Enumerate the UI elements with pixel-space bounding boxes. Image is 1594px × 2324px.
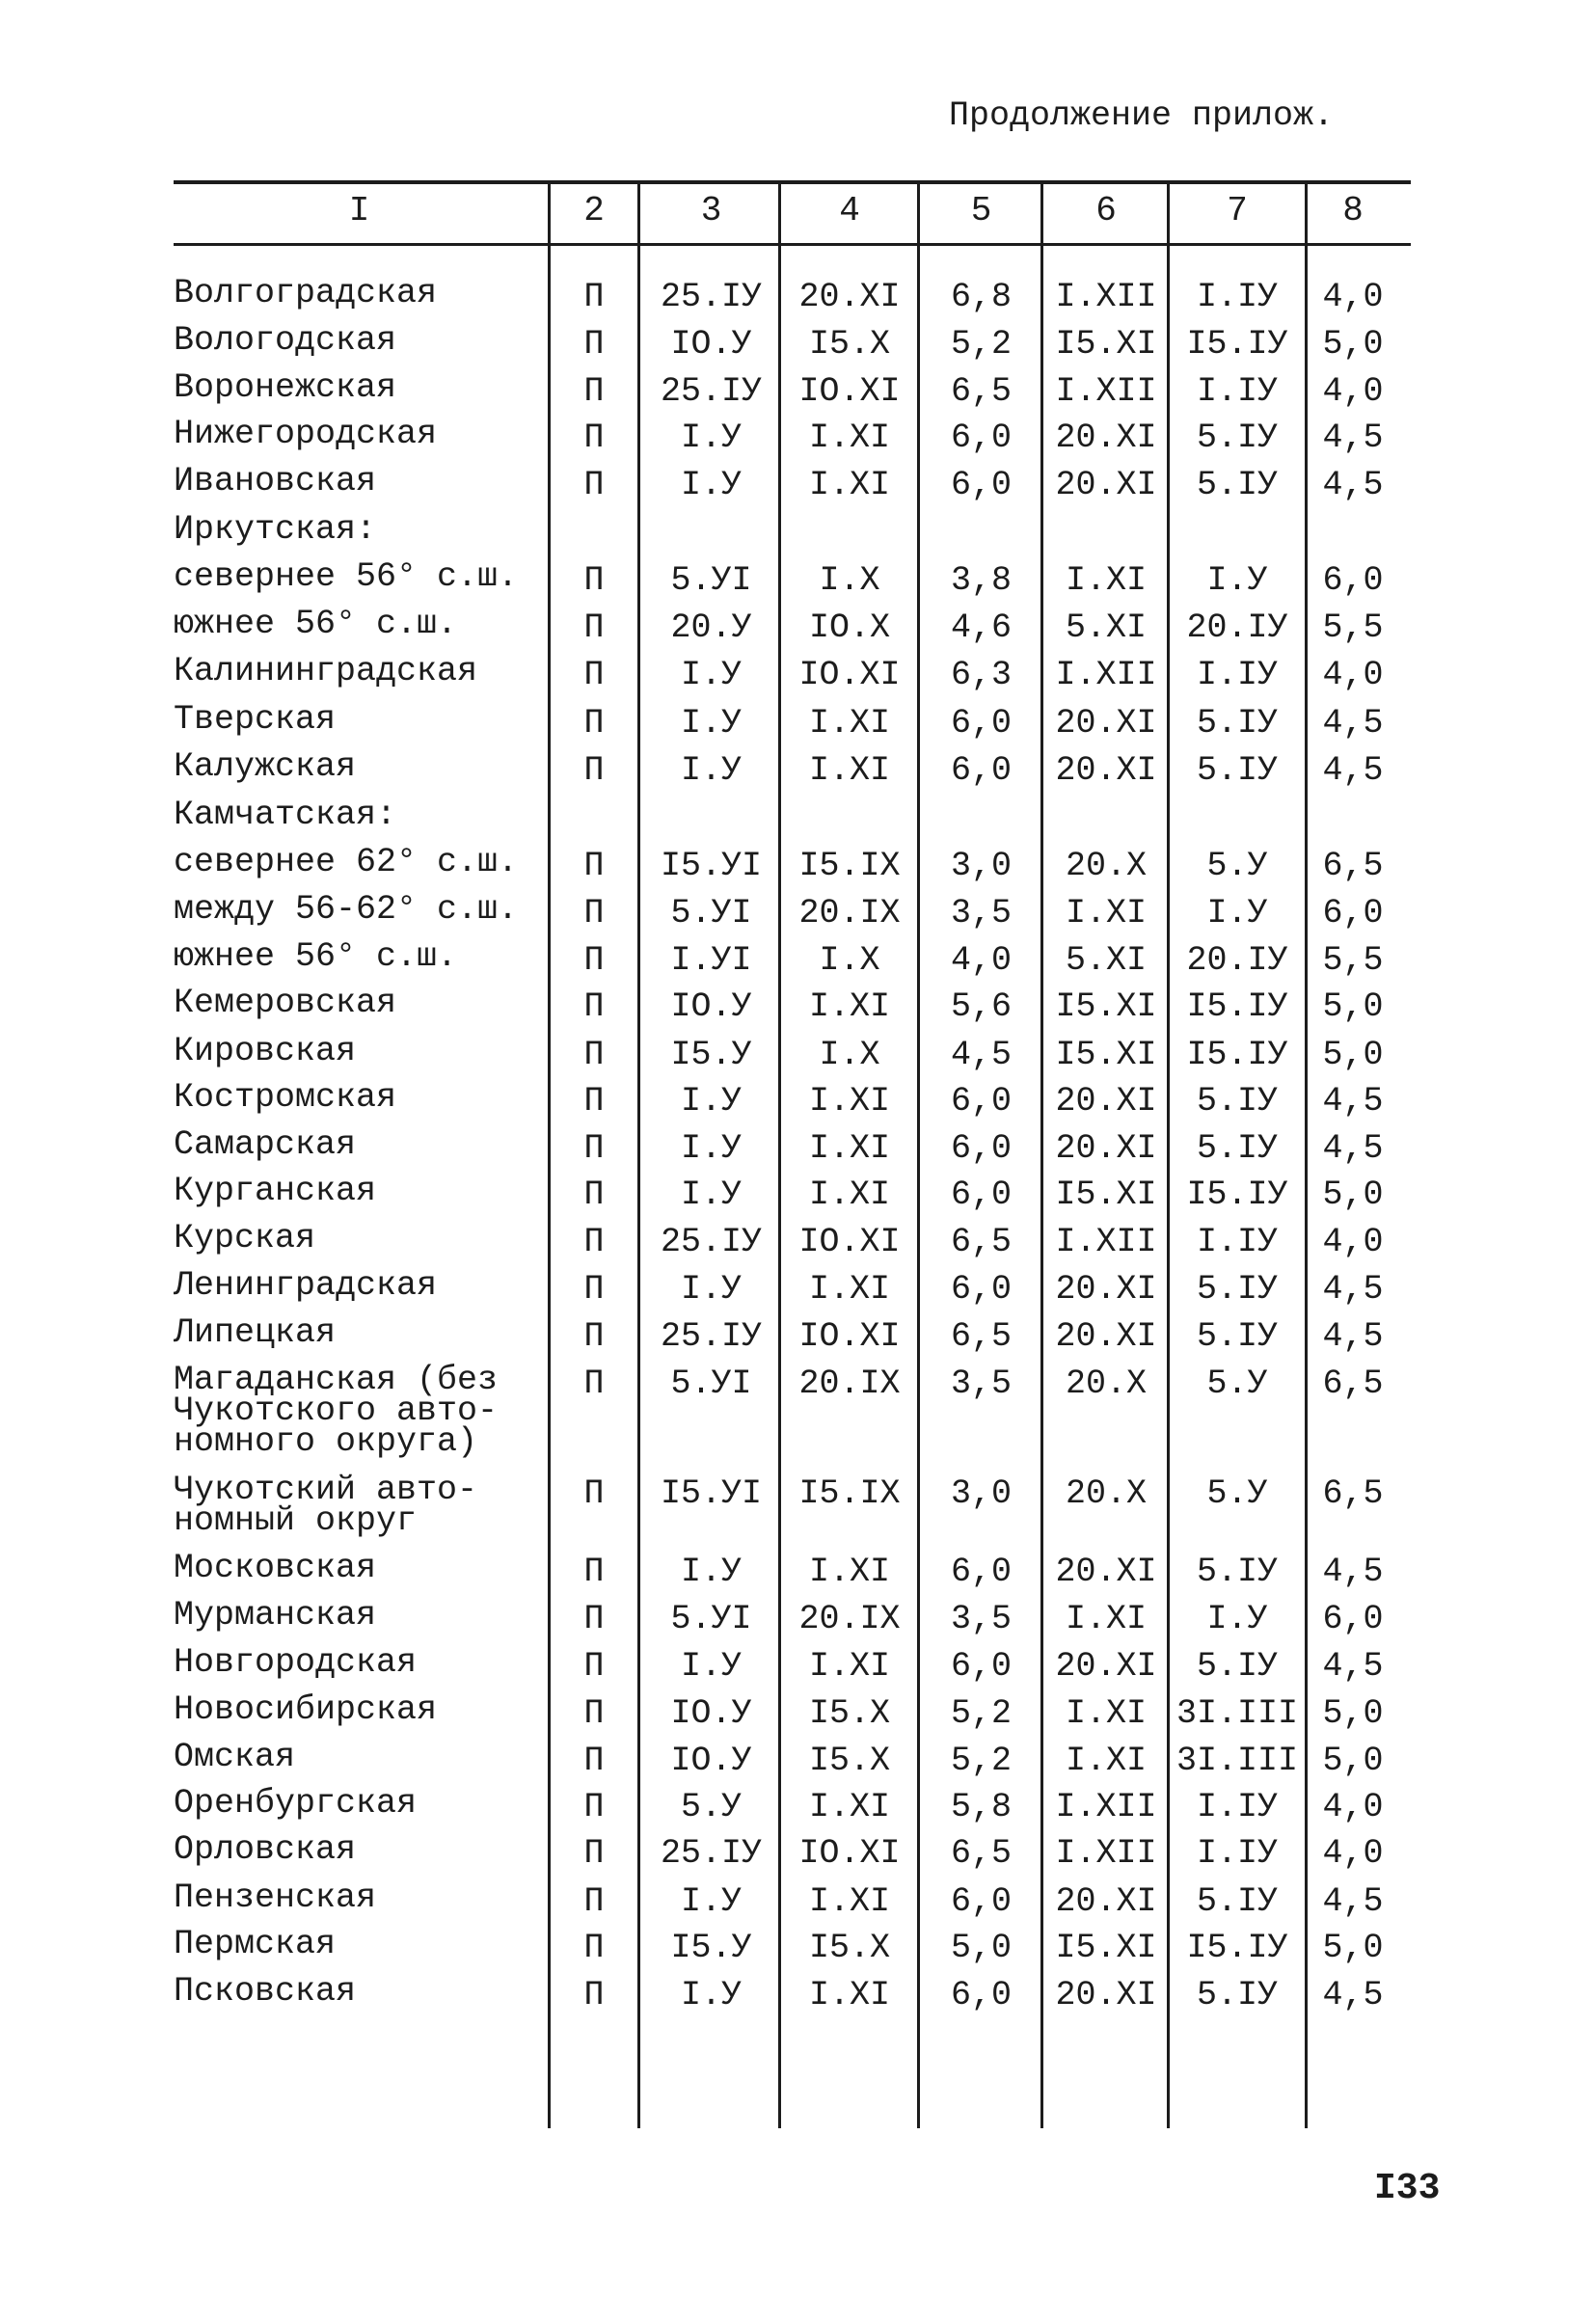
cell-c7: I.IУ xyxy=(1196,1223,1278,1261)
cell-c2: П xyxy=(583,561,605,600)
cell-c6: 20.XI xyxy=(1055,1647,1157,1686)
cell-c6: 20.X xyxy=(1065,1365,1147,1403)
cell-c8: 4,0 xyxy=(1322,1788,1384,1826)
cell-c5: 6,0 xyxy=(950,751,1012,790)
cell-c4: IO.XI xyxy=(798,372,901,411)
cell-c5: 3,0 xyxy=(950,847,1012,885)
region-name: Костромская xyxy=(174,1078,397,1117)
column-header: 8 xyxy=(1342,191,1364,230)
cell-c7: 5.IУ xyxy=(1196,1976,1278,2014)
cell-c7: 20.IУ xyxy=(1186,608,1288,647)
cell-c4: I.XI xyxy=(808,1882,890,1921)
cell-c8: 4,5 xyxy=(1322,1553,1384,1591)
cell-c7: I.У xyxy=(1206,1600,1268,1638)
cell-c2: П xyxy=(583,1929,605,1967)
cell-c4: I.X xyxy=(819,561,880,600)
cell-c3: I.У xyxy=(680,656,742,694)
cell-c5: 5,2 xyxy=(950,325,1012,364)
cell-c3: 25.IУ xyxy=(660,372,763,411)
cell-c7: I.IУ xyxy=(1196,278,1278,316)
cell-c2: П xyxy=(583,847,605,885)
cell-c4: I.XI xyxy=(808,1176,890,1214)
region-name: Мурманская xyxy=(174,1596,377,1635)
cell-c2: П xyxy=(583,1082,605,1121)
cell-c5: 6,0 xyxy=(950,704,1012,743)
cell-c5: 5,8 xyxy=(950,1788,1012,1826)
cell-c2: П xyxy=(583,1742,605,1780)
cell-c4: IO.XI xyxy=(798,1834,901,1873)
region-name: Волгоградская xyxy=(174,274,438,312)
cell-c7: 5.У xyxy=(1206,1365,1268,1403)
cell-c5: 5,2 xyxy=(950,1742,1012,1780)
cell-c5: 6,0 xyxy=(950,419,1012,457)
cell-c5: 6,0 xyxy=(950,1270,1012,1309)
cell-c8: 4,5 xyxy=(1322,1082,1384,1121)
cell-c7: 5.IУ xyxy=(1196,1647,1278,1686)
region-name: Тверская xyxy=(174,700,337,739)
cell-c5: 4,0 xyxy=(950,941,1012,980)
region-name: Воронежская xyxy=(174,368,397,407)
cell-c7: I5.IУ xyxy=(1186,1929,1288,1967)
cell-c7: 5.IУ xyxy=(1196,1882,1278,1921)
cell-c5: 6,3 xyxy=(950,656,1012,694)
cell-c4: I.XI xyxy=(808,1082,890,1121)
cell-c2: П xyxy=(583,1882,605,1921)
cell-c7: I.IУ xyxy=(1196,656,1278,694)
cell-c6: 5.XI xyxy=(1065,608,1147,647)
cell-c6: 20.XI xyxy=(1055,1882,1157,1921)
cell-c8: 4,0 xyxy=(1322,1223,1384,1261)
cell-c5: 5,2 xyxy=(950,1694,1012,1733)
cell-c6: 20.XI xyxy=(1055,1553,1157,1591)
cell-c8: 6,0 xyxy=(1322,1600,1384,1638)
cell-c5: 3,5 xyxy=(950,1600,1012,1638)
continuation-note: Продолжение прилож. xyxy=(949,96,1335,135)
cell-c2: П xyxy=(583,1129,605,1168)
region-name: севернее 62° с.ш. xyxy=(174,843,519,881)
cell-c4: 20.IX xyxy=(798,1365,901,1403)
cell-c4: I5.X xyxy=(808,325,890,364)
cell-c7: I.IУ xyxy=(1196,372,1278,411)
region-name: Новгородская xyxy=(174,1643,418,1682)
cell-c8: 4,0 xyxy=(1322,656,1384,694)
cell-c3: 5.УI xyxy=(670,561,752,600)
cell-c2: П xyxy=(583,941,605,980)
cell-c7: 5.IУ xyxy=(1196,1082,1278,1121)
cell-c6: I.XII xyxy=(1055,1223,1157,1261)
cell-c5: 6,0 xyxy=(950,466,1012,504)
cell-c7: 5.У xyxy=(1206,1474,1268,1513)
cell-c3: I.У xyxy=(680,1270,742,1309)
region-name: Курская xyxy=(174,1219,316,1257)
cell-c2: П xyxy=(583,987,605,1026)
region-name: Самарская xyxy=(174,1125,357,1164)
cell-c3: I5.УI xyxy=(660,1474,763,1513)
cell-c3: I5.У xyxy=(670,1929,752,1967)
cell-c6: I.XII xyxy=(1055,656,1157,694)
cell-c3: I.У xyxy=(680,1129,742,1168)
cell-c3: IO.У xyxy=(670,1694,752,1733)
cell-c6: I.XI xyxy=(1065,561,1147,600)
cell-c6: 20.XI xyxy=(1055,466,1157,504)
cell-c6: 20.X xyxy=(1065,847,1147,885)
cell-c8: 4,0 xyxy=(1322,372,1384,411)
cell-c5: 6,0 xyxy=(950,1176,1012,1214)
cell-c5: 6,0 xyxy=(950,1082,1012,1121)
cell-c5: 3,5 xyxy=(950,1365,1012,1403)
cell-c2: П xyxy=(583,894,605,932)
cell-c2: П xyxy=(583,751,605,790)
cell-c2: П xyxy=(583,1223,605,1261)
cell-c3: I.У xyxy=(680,1647,742,1686)
cell-c6: I.XII xyxy=(1055,372,1157,411)
cell-c4: I.XI xyxy=(808,1270,890,1309)
cell-c7: I.У xyxy=(1206,894,1268,932)
region-name: Новосибирская xyxy=(174,1690,438,1729)
cell-c4: I.X xyxy=(819,941,880,980)
cell-c6: 20.XI xyxy=(1055,751,1157,790)
column-header: I xyxy=(348,191,370,230)
cell-c6: 20.XI xyxy=(1055,704,1157,743)
cell-c3: I.У xyxy=(680,704,742,743)
cell-c6: I5.XI xyxy=(1055,987,1157,1026)
cell-c6: 20.XI xyxy=(1055,1270,1157,1309)
cell-c3: I.У xyxy=(680,751,742,790)
cell-c7: I.IУ xyxy=(1196,1788,1278,1826)
cell-c6: I.XI xyxy=(1065,894,1147,932)
cell-c7: 5.IУ xyxy=(1196,751,1278,790)
region-name: Чукотский авто- номный округ xyxy=(174,1471,478,1540)
cell-c4: I.XI xyxy=(808,704,890,743)
cell-c8: 5,0 xyxy=(1322,1929,1384,1967)
cell-c6: 20.XI xyxy=(1055,1082,1157,1121)
cell-c2: П xyxy=(583,372,605,411)
cell-c8: 5,5 xyxy=(1322,941,1384,980)
cell-c6: 20.XI xyxy=(1055,1976,1157,2014)
cell-c8: 4,5 xyxy=(1322,1882,1384,1921)
column-header: 6 xyxy=(1095,191,1117,230)
cell-c4: I.XI xyxy=(808,1788,890,1826)
cell-c6: I5.XI xyxy=(1055,1929,1157,1967)
cell-c4: I.XI xyxy=(808,419,890,457)
cell-c8: 4,5 xyxy=(1322,1317,1384,1356)
cell-c4: I.XI xyxy=(808,1647,890,1686)
region-name: между 56-62° с.ш. xyxy=(174,890,519,929)
cell-c7: 5.IУ xyxy=(1196,466,1278,504)
cell-c6: 20.X xyxy=(1065,1474,1147,1513)
cell-c6: I.XI xyxy=(1065,1600,1147,1638)
cell-c8: 4,5 xyxy=(1322,1976,1384,2014)
cell-c7: I.IУ xyxy=(1196,1834,1278,1873)
cell-c5: 6,5 xyxy=(950,1317,1012,1356)
cell-c8: 5,0 xyxy=(1322,1036,1384,1074)
cell-c8: 5,0 xyxy=(1322,1742,1384,1780)
region-name: Липецкая xyxy=(174,1313,337,1352)
cell-c7: I.У xyxy=(1206,561,1268,600)
cell-c7: I5.IУ xyxy=(1186,987,1288,1026)
region-name: Пензенская xyxy=(174,1878,377,1917)
cell-c2: П xyxy=(583,1694,605,1733)
cell-c2: П xyxy=(583,419,605,457)
cell-c4: IO.X xyxy=(808,608,890,647)
cell-c7: I5.IУ xyxy=(1186,1036,1288,1074)
cell-c4: I5.IX xyxy=(798,847,901,885)
column-header: 5 xyxy=(970,191,992,230)
cell-c3: 20.У xyxy=(670,608,752,647)
cell-c8: 5,0 xyxy=(1322,325,1384,364)
cell-c2: П xyxy=(583,1834,605,1873)
cell-c3: 25.IУ xyxy=(660,1317,763,1356)
cell-c4: I5.X xyxy=(808,1694,890,1733)
cell-c4: 20.IX xyxy=(798,1600,901,1638)
cell-c5: 3,0 xyxy=(950,1474,1012,1513)
cell-c8: 6,5 xyxy=(1322,1365,1384,1403)
region-name: Ленинградская xyxy=(174,1266,438,1305)
region-name: Кировская xyxy=(174,1032,357,1070)
cell-c6: I.XII xyxy=(1055,1834,1157,1873)
cell-c8: 5,5 xyxy=(1322,608,1384,647)
cell-c3: IO.У xyxy=(670,1742,752,1780)
cell-c3: I.У xyxy=(680,1882,742,1921)
cell-c2: П xyxy=(583,1474,605,1513)
cell-c8: 6,0 xyxy=(1322,561,1384,600)
region-name: Нижегородская xyxy=(174,415,438,453)
cell-c4: IO.XI xyxy=(798,1317,901,1356)
cell-c2: П xyxy=(583,608,605,647)
cell-c3: I.УI xyxy=(670,941,752,980)
cell-c7: 3I.III xyxy=(1175,1742,1299,1780)
region-name: Ивановская xyxy=(174,462,377,500)
column-divider xyxy=(548,180,551,2128)
cell-c3: IO.У xyxy=(670,987,752,1026)
cell-c3: I.У xyxy=(680,1176,742,1214)
region-name: Московская xyxy=(174,1549,377,1587)
cell-c8: 4,0 xyxy=(1322,278,1384,316)
cell-c8: 6,5 xyxy=(1322,847,1384,885)
cell-c5: 4,5 xyxy=(950,1036,1012,1074)
cell-c4: I.XI xyxy=(808,1976,890,2014)
cell-c2: П xyxy=(583,1976,605,2014)
cell-c7: 3I.III xyxy=(1175,1694,1299,1733)
cell-c4: I.X xyxy=(819,1036,880,1074)
cell-c6: 20.XI xyxy=(1055,419,1157,457)
region-name: Вологодская xyxy=(174,321,397,360)
cell-c3: 25.IУ xyxy=(660,1223,763,1261)
cell-c4: I.XI xyxy=(808,751,890,790)
cell-c8: 4,5 xyxy=(1322,1647,1384,1686)
cell-c2: П xyxy=(583,704,605,743)
cell-c4: I.XI xyxy=(808,987,890,1026)
cell-c4: I.XI xyxy=(808,466,890,504)
cell-c7: 5.У xyxy=(1206,847,1268,885)
cell-c3: 5.УI xyxy=(670,894,752,932)
region-name: Оренбургская xyxy=(174,1784,418,1823)
cell-c7: 5.IУ xyxy=(1196,1129,1278,1168)
cell-c8: 4,0 xyxy=(1322,1834,1384,1873)
cell-c4: 20.XI xyxy=(798,278,901,316)
cell-c7: 5.IУ xyxy=(1196,1270,1278,1309)
cell-c7: I5.IУ xyxy=(1186,1176,1288,1214)
cell-c2: П xyxy=(583,656,605,694)
cell-c3: I5.У xyxy=(670,1036,752,1074)
region-name: Псковская xyxy=(174,1972,357,2011)
cell-c3: 5.УI xyxy=(670,1365,752,1403)
region-name: Иркутская: xyxy=(174,510,377,549)
cell-c6: I.XII xyxy=(1055,278,1157,316)
cell-c3: IO.У xyxy=(670,325,752,364)
cell-c2: П xyxy=(583,1176,605,1214)
cell-c3: I5.УI xyxy=(660,847,763,885)
cell-c8: 5,0 xyxy=(1322,987,1384,1026)
cell-c7: I5.IУ xyxy=(1186,325,1288,364)
region-name: Калужская xyxy=(174,747,357,786)
cell-c7: 5.IУ xyxy=(1196,1317,1278,1356)
cell-c2: П xyxy=(583,1600,605,1638)
region-name: Омская xyxy=(174,1738,296,1776)
cell-c2: П xyxy=(583,1553,605,1591)
cell-c3: 5.УI xyxy=(670,1600,752,1638)
cell-c7: 20.IУ xyxy=(1186,941,1288,980)
cell-c4: I5.X xyxy=(808,1929,890,1967)
region-name: южнее 56° с.ш. xyxy=(174,605,458,643)
cell-c2: П xyxy=(583,1647,605,1686)
cell-c2: П xyxy=(583,1788,605,1826)
cell-c5: 4,6 xyxy=(950,608,1012,647)
cell-c5: 6,0 xyxy=(950,1647,1012,1686)
cell-c2: П xyxy=(583,325,605,364)
cell-c2: П xyxy=(583,278,605,316)
region-name: Орловская xyxy=(174,1830,357,1869)
table-top-rule xyxy=(174,180,1411,184)
cell-c8: 5,0 xyxy=(1322,1694,1384,1733)
cell-c7: 5.IУ xyxy=(1196,419,1278,457)
cell-c3: 25.IУ xyxy=(660,1834,763,1873)
cell-c5: 6,0 xyxy=(950,1976,1012,2014)
region-name: Пермская xyxy=(174,1925,337,1963)
cell-c4: 20.IX xyxy=(798,894,901,932)
region-name: Калининградская xyxy=(174,652,478,690)
cell-c8: 4,5 xyxy=(1322,751,1384,790)
cell-c8: 4,5 xyxy=(1322,466,1384,504)
cell-c4: I.XI xyxy=(808,1129,890,1168)
cell-c4: IO.XI xyxy=(798,1223,901,1261)
region-name: Камчатская: xyxy=(174,796,397,834)
cell-c7: 5.IУ xyxy=(1196,704,1278,743)
column-header: 2 xyxy=(583,191,605,230)
cell-c3: I.У xyxy=(680,1553,742,1591)
cell-c2: П xyxy=(583,466,605,504)
region-name: Магаданская (без Чукотского авто- номного округа) xyxy=(174,1361,499,1461)
cell-c5: 6,0 xyxy=(950,1129,1012,1168)
cell-c2: П xyxy=(583,1270,605,1309)
cell-c3: 25.IУ xyxy=(660,278,763,316)
column-header: 3 xyxy=(700,191,722,230)
cell-c5: 6,0 xyxy=(950,1553,1012,1591)
column-header: 7 xyxy=(1227,191,1248,230)
region-name: Курганская xyxy=(174,1172,377,1210)
cell-c3: I.У xyxy=(680,1082,742,1121)
cell-c5: 3,8 xyxy=(950,561,1012,600)
cell-c4: I5.IX xyxy=(798,1474,901,1513)
cell-c5: 6,8 xyxy=(950,278,1012,316)
cell-c2: П xyxy=(583,1036,605,1074)
cell-c5: 6,5 xyxy=(950,1223,1012,1261)
cell-c8: 4,5 xyxy=(1322,1129,1384,1168)
cell-c4: I.XI xyxy=(808,1553,890,1591)
cell-c3: I.У xyxy=(680,419,742,457)
cell-c3: 5.У xyxy=(680,1788,742,1826)
cell-c5: 6,5 xyxy=(950,1834,1012,1873)
cell-c3: I.У xyxy=(680,1976,742,2014)
cell-c4: I5.X xyxy=(808,1742,890,1780)
column-header: 4 xyxy=(839,191,860,230)
cell-c6: 20.XI xyxy=(1055,1129,1157,1168)
region-name: севернее 56° с.ш. xyxy=(174,557,519,596)
cell-c5: 3,5 xyxy=(950,894,1012,932)
cell-c6: I.XII xyxy=(1055,1788,1157,1826)
cell-c8: 5,0 xyxy=(1322,1176,1384,1214)
page-number: I33 xyxy=(1374,2168,1441,2209)
cell-c8: 4,5 xyxy=(1322,1270,1384,1309)
cell-c8: 6,0 xyxy=(1322,894,1384,932)
cell-c8: 6,5 xyxy=(1322,1474,1384,1513)
cell-c7: 5.IУ xyxy=(1196,1553,1278,1591)
cell-c5: 6,5 xyxy=(950,372,1012,411)
cell-c6: I.XI xyxy=(1065,1742,1147,1780)
cell-c6: I5.XI xyxy=(1055,325,1157,364)
table-header-rule xyxy=(174,243,1411,246)
cell-c6: 5.XI xyxy=(1065,941,1147,980)
region-name: Кемеровская xyxy=(174,984,397,1022)
cell-c6: I5.XI xyxy=(1055,1176,1157,1214)
region-name: южнее 56° с.ш. xyxy=(174,937,458,976)
cell-c8: 4,5 xyxy=(1322,704,1384,743)
cell-c6: I5.XI xyxy=(1055,1036,1157,1074)
cell-c5: 5,0 xyxy=(950,1929,1012,1967)
cell-c8: 4,5 xyxy=(1322,419,1384,457)
cell-c6: 20.XI xyxy=(1055,1317,1157,1356)
cell-c4: IO.XI xyxy=(798,656,901,694)
cell-c5: 5,6 xyxy=(950,987,1012,1026)
cell-c3: I.У xyxy=(680,466,742,504)
cell-c2: П xyxy=(583,1365,605,1403)
cell-c2: П xyxy=(583,1317,605,1356)
cell-c5: 6,0 xyxy=(950,1882,1012,1921)
cell-c6: I.XI xyxy=(1065,1694,1147,1733)
column-divider xyxy=(637,180,640,2128)
